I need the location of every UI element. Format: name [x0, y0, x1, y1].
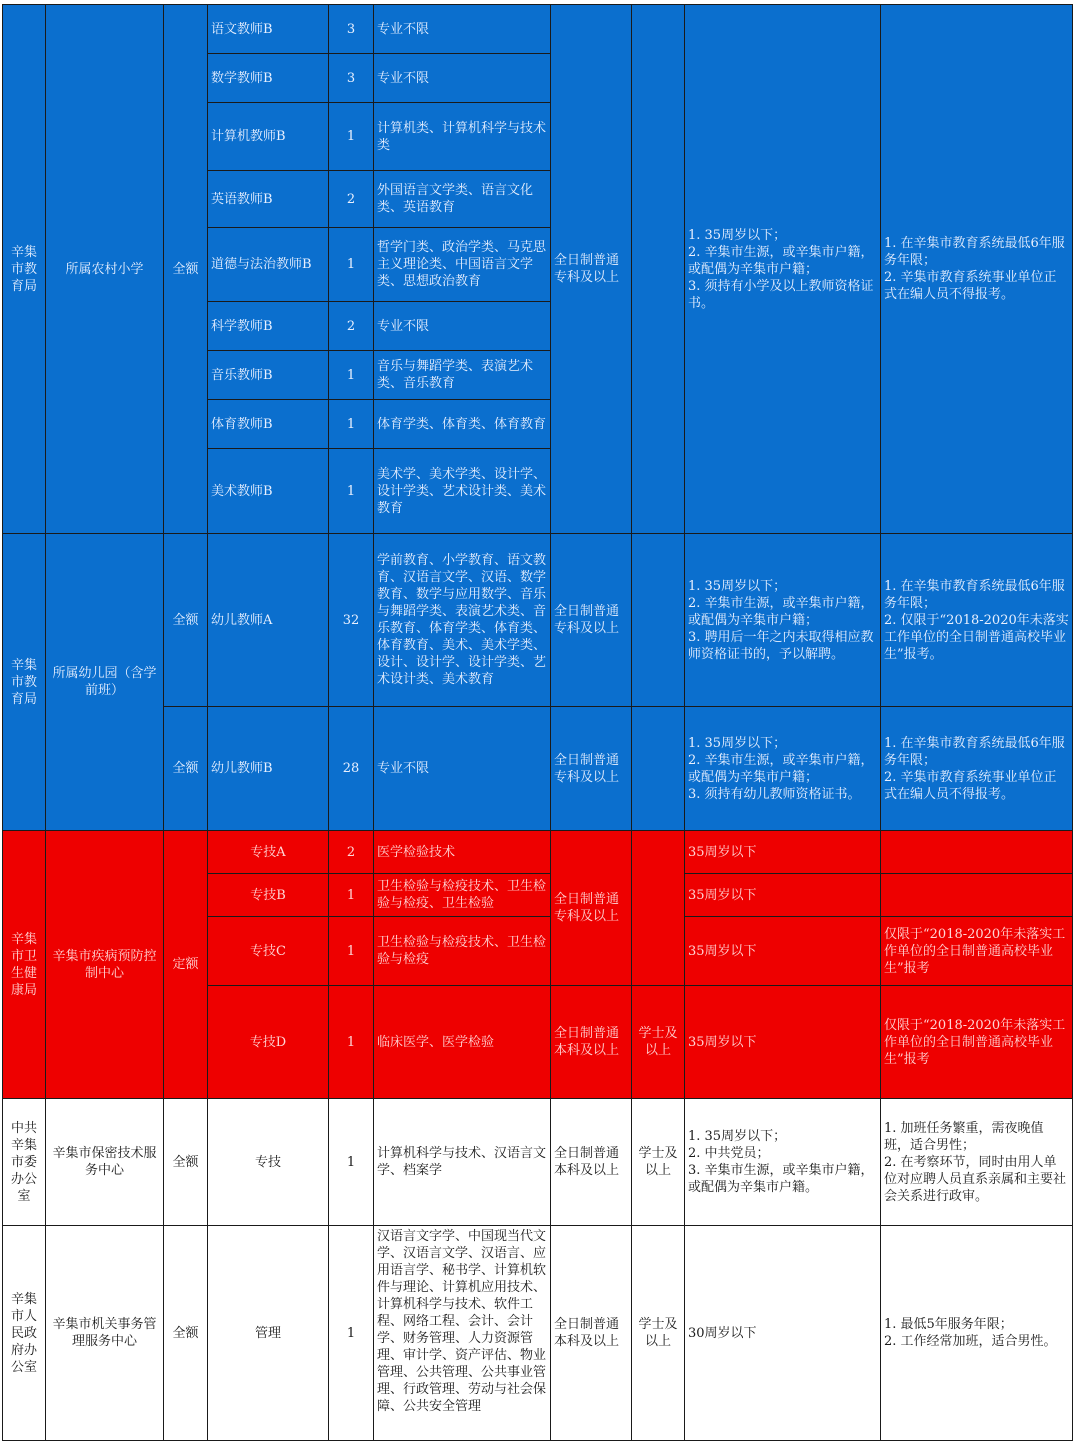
funding-cell: 全额	[164, 534, 208, 707]
count-cell: 2	[329, 302, 374, 351]
dept-cell: 辛集市教育局	[3, 5, 46, 534]
degree-cell	[632, 707, 685, 831]
funding-cell: 全额	[164, 1099, 208, 1226]
unit-cell: 所属幼儿园（含学前班）	[46, 534, 164, 831]
major-cell: 临床医学、医学检验	[374, 986, 551, 1099]
count-cell: 1	[329, 351, 374, 400]
count-cell: 1	[329, 986, 374, 1099]
note-cell: 仅限于“2018-2020年未落实工作单位的全日制普通高校毕业生”报考	[881, 917, 1073, 986]
post-cell: 计算机教师B	[208, 103, 329, 171]
major-cell: 卫生检验与检疫技术、卫生检验与检疫、卫生检验	[374, 874, 551, 917]
other-req-cell: 35周岁以下	[685, 831, 881, 874]
other-req-cell: 35周岁以下	[685, 986, 881, 1099]
major-cell: 学前教育、小学教育、语文教育、汉语言文学、汉语、数学教育、数学与应用数学、音乐与舞蹈学类、表演艺术类、音乐教育、体育学类、体育类、体育教育、美术、美术学类、设计、设计学、设计学类、艺术设计类、美术教育	[374, 534, 551, 707]
dept-cell: 辛集市卫生健康局	[3, 831, 46, 1099]
unit-cell: 辛集市保密技术服务中心	[46, 1099, 164, 1226]
note-cell: 1. 最低5年服务年限； 2. 工作经常加班，适合男性。	[881, 1226, 1073, 1441]
post-cell: 幼儿教师A	[208, 534, 329, 707]
major-cell: 专业不限	[374, 302, 551, 351]
post-cell: 专技C	[208, 917, 329, 986]
funding-cell: 定额	[164, 831, 208, 1099]
note-cell: 1. 在辛集市教育系统最低6年服务年限； 2. 辛集市教育系统事业单位正式在编人员不得报考。	[881, 707, 1073, 831]
post-cell: 管理	[208, 1226, 329, 1441]
education-cell: 全日制普通本科及以上	[551, 986, 632, 1099]
count-cell: 1	[329, 449, 374, 534]
major-cell: 音乐与舞蹈学类、表演艺术类、音乐教育	[374, 351, 551, 400]
other-req-cell: 35周岁以下	[685, 917, 881, 986]
degree-cell	[632, 5, 685, 534]
count-cell: 32	[329, 534, 374, 707]
count-cell: 2	[329, 171, 374, 228]
other-req-cell: 1. 35周岁以下； 2. 辛集市生源，或辛集市户籍，或配偶为辛集市户籍； 3. 须持有幼儿教师资格证书。	[685, 707, 881, 831]
dept-cell: 辛集市教育局	[3, 534, 46, 831]
table-row	[3, 1226, 1073, 1441]
post-cell: 语文教师B	[208, 5, 329, 54]
table-row	[3, 831, 1073, 874]
note-cell	[881, 831, 1073, 874]
post-cell: 专技B	[208, 874, 329, 917]
post-cell: 幼儿教师B	[208, 707, 329, 831]
count-cell: 1	[329, 400, 374, 449]
post-cell: 英语教师B	[208, 171, 329, 228]
education-cell: 全日制普通专科及以上	[551, 534, 632, 707]
other-req-cell: 1. 35周岁以下； 2. 辛集市生源，或辛集市户籍，或配偶为辛集市户籍； 3. 聘用后一年之内未取得相应教师资格证书的，予以解聘。	[685, 534, 881, 707]
post-cell: 音乐教师B	[208, 351, 329, 400]
count-cell: 3	[329, 54, 374, 103]
post-cell: 美术教师B	[208, 449, 329, 534]
dept-cell: 中共辛集市委办公室	[3, 1099, 46, 1226]
post-cell: 体育教师B	[208, 400, 329, 449]
major-cell: 汉语言文字学、中国现当代文学、汉语言文学、汉语言、应用语言学、秘书学、计算机软件与理论、计算机应用技术、计算机科学与技术、软件工程、网络工程、会计、会计学、财务管理、人力资源管理、审计学、资产评估、物业管理、公共管理、公共事业管理、行政管理、劳动与社会保障、公共安全管理	[374, 1226, 551, 1441]
major-cell: 体育学类、体育类、体育教育	[374, 400, 551, 449]
count-cell: 1	[329, 874, 374, 917]
education-cell: 全日制普通专科及以上	[551, 5, 632, 534]
degree-cell	[632, 831, 685, 986]
major-cell: 卫生检验与检疫技术、卫生检验与检疫	[374, 917, 551, 986]
table-row	[3, 5, 1073, 54]
count-cell: 1	[329, 1226, 374, 1441]
funding-cell: 全额	[164, 5, 208, 534]
major-cell: 专业不限	[374, 707, 551, 831]
unit-cell: 辛集市机关事务管理服务中心	[46, 1226, 164, 1441]
degree-cell: 学士及以上	[632, 986, 685, 1099]
count-cell: 1	[329, 228, 374, 302]
degree-cell	[632, 534, 685, 707]
table-row	[3, 534, 1073, 707]
education-cell: 全日制普通专科及以上	[551, 831, 632, 986]
major-cell: 医学检验技术	[374, 831, 551, 874]
major-cell: 外国语言文学类、语言文化类、英语教育	[374, 171, 551, 228]
funding-cell: 全额	[164, 1226, 208, 1441]
other-req-cell: 30周岁以下	[685, 1226, 881, 1441]
degree-cell: 学士及以上	[632, 1226, 685, 1441]
post-cell: 道德与法治教师B	[208, 228, 329, 302]
count-cell: 28	[329, 707, 374, 831]
other-req-cell: 1. 35周岁以下； 2. 辛集市生源，或辛集市户籍，或配偶为辛集市户籍； 3. 须持有小学及以上教师资格证书。	[685, 5, 881, 534]
unit-cell: 所属农村小学	[46, 5, 164, 534]
note-cell: 1. 在辛集市教育系统最低6年服务年限； 2. 辛集市教育系统事业单位正式在编人员不得报考。	[881, 5, 1073, 534]
education-cell: 全日制普通本科及以上	[551, 1099, 632, 1226]
count-cell: 1	[329, 103, 374, 171]
major-cell: 专业不限	[374, 54, 551, 103]
education-cell: 全日制普通专科及以上	[551, 707, 632, 831]
note-cell: 1. 加班任务繁重，需夜晚值班，适合男性； 2. 在考察环节，同时由用人单位对应聘人员直系亲属和主要社会关系进行政审。	[881, 1099, 1073, 1226]
major-cell: 计算机类、计算机科学与技术类	[374, 103, 551, 171]
post-cell: 专技	[208, 1099, 329, 1226]
recruitment-table	[2, 4, 1073, 1441]
note-cell: 1. 在辛集市教育系统最低6年服务年限； 2. 仅限于“2018-2020年未落实工作单位的全日制普通高校毕业生”报考。	[881, 534, 1073, 707]
post-cell: 专技D	[208, 986, 329, 1099]
post-cell: 数学教师B	[208, 54, 329, 103]
education-cell: 全日制普通本科及以上	[551, 1226, 632, 1441]
funding-cell: 全额	[164, 707, 208, 831]
other-req-cell: 1. 35周岁以下； 2. 中共党员； 3. 辛集市生源，或辛集市户籍，或配偶为辛集市户籍。	[685, 1099, 881, 1226]
count-cell: 2	[329, 831, 374, 874]
table-row	[3, 1099, 1073, 1226]
count-cell: 3	[329, 5, 374, 54]
unit-cell: 辛集市疾病预防控制中心	[46, 831, 164, 1099]
note-cell: 仅限于“2018-2020年未落实工作单位的全日制普通高校毕业生”报考	[881, 986, 1073, 1099]
major-cell: 计算机科学与技术、汉语言文学、档案学	[374, 1099, 551, 1226]
major-cell: 专业不限	[374, 5, 551, 54]
count-cell: 1	[329, 1099, 374, 1226]
note-cell	[881, 874, 1073, 917]
dept-cell: 辛集市人民政府办公室	[3, 1226, 46, 1441]
major-cell: 美术学、美术学类、设计学、设计学类、艺术设计类、美术教育	[374, 449, 551, 534]
major-cell: 哲学门类、政治学类、马克思主义理论类、中国语言文学类、思想政治教育	[374, 228, 551, 302]
post-cell: 科学教师B	[208, 302, 329, 351]
table-row	[3, 707, 1073, 831]
post-cell: 专技A	[208, 831, 329, 874]
count-cell: 1	[329, 917, 374, 986]
other-req-cell: 35周岁以下	[685, 874, 881, 917]
degree-cell: 学士及以上	[632, 1099, 685, 1226]
